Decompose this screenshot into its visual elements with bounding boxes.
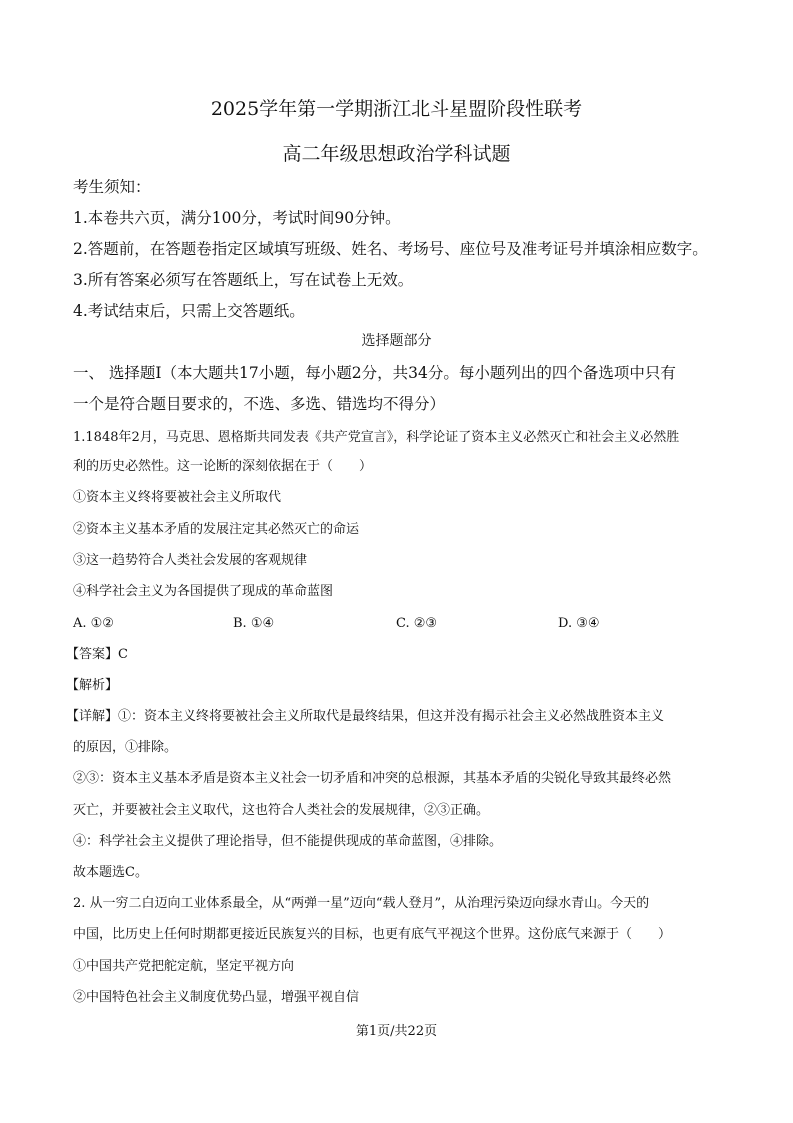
q1-analysis-label: 【解析】 (66, 678, 119, 693)
q1-statement-1: ①资本主义终将要被社会主义所取代 (73, 490, 282, 505)
q1-stem-line-2: 利的历史必然性。这一论断的深刻依据在于（ ） (73, 459, 373, 474)
q1-option-a: A. ①② (73, 616, 114, 631)
q2-statement-2: ②中国特色社会主义制度优势凸显，增强平视自信 (73, 990, 360, 1005)
q1-option-d: D. ③④ (558, 616, 600, 631)
q1-detail-line-5: ④：科学社会主义提供了理论指导，但不能提供现成的革命蓝图，④排除。 (73, 834, 503, 849)
section-title: 选择题部分 (361, 333, 432, 349)
q1-answer: 【答案】C (66, 647, 128, 662)
q1-statement-2: ②资本主义基本矛盾的发展注定其必然灭亡的命运 (73, 522, 360, 537)
q1-stem-line-1: 1.1848年2月，马克思、恩格斯共同发表《共产党宣言》，科学论证了资本主义必然灭亡和社会主义必然胜 (73, 430, 680, 445)
section-intro-line-2: 一个是符合题目要求的，不选、多选、错选均不得分） (73, 395, 446, 413)
q1-statement-4: ④科学社会主义为各国提供了现成的革命蓝图 (73, 584, 334, 599)
q1-detail-line-1: 【详解】①：资本主义终将要被社会主义所取代是最终结果，但这并没有揭示社会主义必然战胜资本主义 (66, 709, 665, 724)
notice-item-3: 3.所有答案必须写在答题纸上，写在试卷上无效。 (73, 271, 414, 289)
page-footer: 第1页/共22页 (355, 1024, 438, 1039)
exam-title: 2025学年第一学期浙江北斗星盟阶段性联考 (210, 98, 583, 120)
notice-item-2: 2.答题前，在答题卷指定区域填写班级、姓名、考场号、座位号及准考证号并填涂相应数字。 (73, 240, 708, 258)
notice-heading: 考生须知： (73, 178, 151, 196)
q1-conclusion: 故本题选C。 (73, 865, 148, 880)
q1-option-b: B. ①④ (233, 616, 275, 631)
notice-item-4: 4.考试结束后，只需上交答题纸。 (73, 302, 305, 320)
q1-detail-line-4: 灭亡，并要被社会主义取代，这也符合人类社会的发展规律，②③正确。 (73, 803, 490, 818)
q2-statement-1: ①中国共产党把舵定航，坚定平视方向 (73, 959, 295, 974)
section-intro-line-1: 一、 选择题Ⅰ（本大题共17小题，每小题2分，共34分。每小题列出的四个备选项中只有 (73, 364, 676, 382)
q2-stem-line-1: 2. 从一穷二白迈向工业体系最全，从“两弹一星”迈向“载人登月”，从治理污染迈向绿水青山。今天的 (73, 896, 650, 911)
q1-statement-3: ③这一趋势符合人类社会发展的客观规律 (73, 553, 308, 568)
exam-subtitle: 高二年级思想政治学科试题 (282, 143, 511, 165)
notice-item-1: 1.本卷共六页，满分100分，考试时间90分钟。 (73, 209, 401, 227)
q2-stem-line-2: 中国，比历史上任何时期都更接近民族复兴的目标，也更有底气平视这个世界。这份底气来源于（ ） (73, 927, 672, 942)
q1-detail-line-3: ②③：资本主义基本矛盾是资本主义社会一切矛盾和冲突的总根源，其基本矛盾的尖锐化导致其最终必然 (73, 771, 672, 786)
q1-detail-line-2: 的原因，①排除。 (73, 740, 178, 755)
q1-option-c: C. ②③ (396, 616, 438, 631)
